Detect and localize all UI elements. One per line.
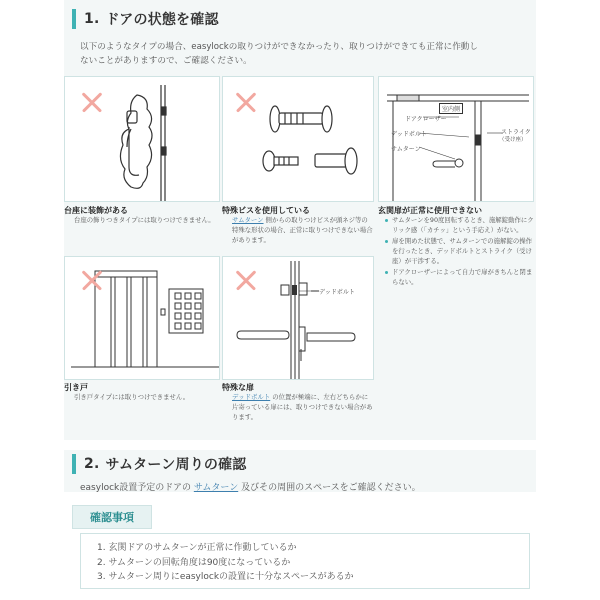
- strike-sub-label: （受け座）: [499, 137, 527, 143]
- cross-mark-icon: [81, 269, 103, 291]
- section1-number: 1.: [84, 11, 100, 27]
- checklist-item-3: 3. サムターン周りにeasylockの設置に十分なスペースがあるか: [97, 572, 354, 582]
- card3-bullet-2: 扉を開めた状態で、サムターンでの施解錠の操作を行ったとき、デッドボルトとストライク（受け座）が干渉する。: [384, 236, 534, 266]
- card2-desc: [232, 215, 374, 245]
- section2-intro-pre: easylock設置予定のドアの: [80, 483, 194, 493]
- intro-line-2: ないことがありますので、ご確認ください。: [80, 56, 252, 66]
- deadbolt-label: デッドボルト: [391, 131, 427, 138]
- checklist-tag: 確認事項: [72, 505, 152, 529]
- header-accent-bar: [72, 454, 76, 474]
- card3-title: 玄関扉が正常に使用できない: [378, 206, 482, 215]
- card4-desc: 引き戸タイプには取りつけできません。: [74, 393, 190, 401]
- strike-label: ストライク: [501, 129, 531, 136]
- checklist-box: [80, 533, 530, 589]
- deadbolt-link[interactable]: デッドボルト: [232, 393, 271, 401]
- checklist-item-1: 1. 玄関ドアのサムターンが正常に作動しているか: [97, 543, 297, 553]
- door-closer-label: ドアクローザー: [405, 116, 447, 123]
- intro-line-1: 以下のようなタイプの場合、easylockの取りつけができなかったり、取りつけができても正常に作動し: [80, 42, 478, 52]
- card1-desc: 台座の飾りつきタイプには取りつけできません。: [74, 216, 215, 224]
- checklist: [97, 541, 354, 585]
- card1-title: 台座に装飾がある: [64, 206, 128, 215]
- card2-title: 特殊ビスを使用している: [222, 206, 310, 215]
- card-door-malfunction: [378, 76, 534, 202]
- card-sliding-door: [64, 256, 220, 380]
- card3-bullet-list: [384, 215, 534, 288]
- indoor-label: 室内側: [439, 103, 463, 114]
- card5-desc: [232, 392, 374, 422]
- card3-bullet-3: ドアクローザーによって自力で扉がきちんと閉まらない。: [384, 267, 534, 287]
- thumbturn-link[interactable]: サムターン: [232, 216, 264, 224]
- section1-header: [72, 6, 530, 32]
- checklist-item-2: 2. サムターンの回転角度は90度になっているか: [97, 557, 291, 568]
- section2-header: [72, 451, 530, 477]
- card3-bullet-1: サムターンを90度回転するとき、施解錠動作にクリック感（「カチッ」という手応え）がない。: [384, 215, 534, 235]
- thumbturn-label: サムターン: [391, 146, 421, 153]
- card5-title: 特殊な扉: [222, 383, 254, 392]
- card-special-screw: [222, 76, 374, 202]
- card4-title: 引き戸: [64, 383, 88, 392]
- decorated-handle-illustration: [65, 77, 220, 202]
- section2-title: サムターン周りの確認: [105, 457, 247, 473]
- screw-illustration: [223, 77, 374, 202]
- section1-title: ドアの状態を確認: [105, 12, 219, 28]
- section2-intro-post: 及びその周囲のスペースをご確認ください。: [238, 483, 421, 493]
- offset-deadbolt-illustration: [223, 257, 374, 380]
- thumbturn-link[interactable]: サムターン: [193, 483, 239, 493]
- card5-desc-rest: の位置が極端に、左右どちらかに片寄っている扉には、取りつけできない場合があります。: [232, 393, 373, 421]
- header-accent-bar: [72, 9, 76, 29]
- special-door-deadbolt-label: デッドボルト: [319, 289, 355, 296]
- card-special-door: [222, 256, 374, 380]
- card-decorated-base: [64, 76, 220, 202]
- section2-intro: [80, 481, 421, 496]
- section2-number: 2.: [84, 456, 100, 472]
- card2-desc-rest: 側からの取りつけビスが頭ネジ等の特殊な形状の場合、正常に取りつけできない場合があります。: [232, 216, 373, 244]
